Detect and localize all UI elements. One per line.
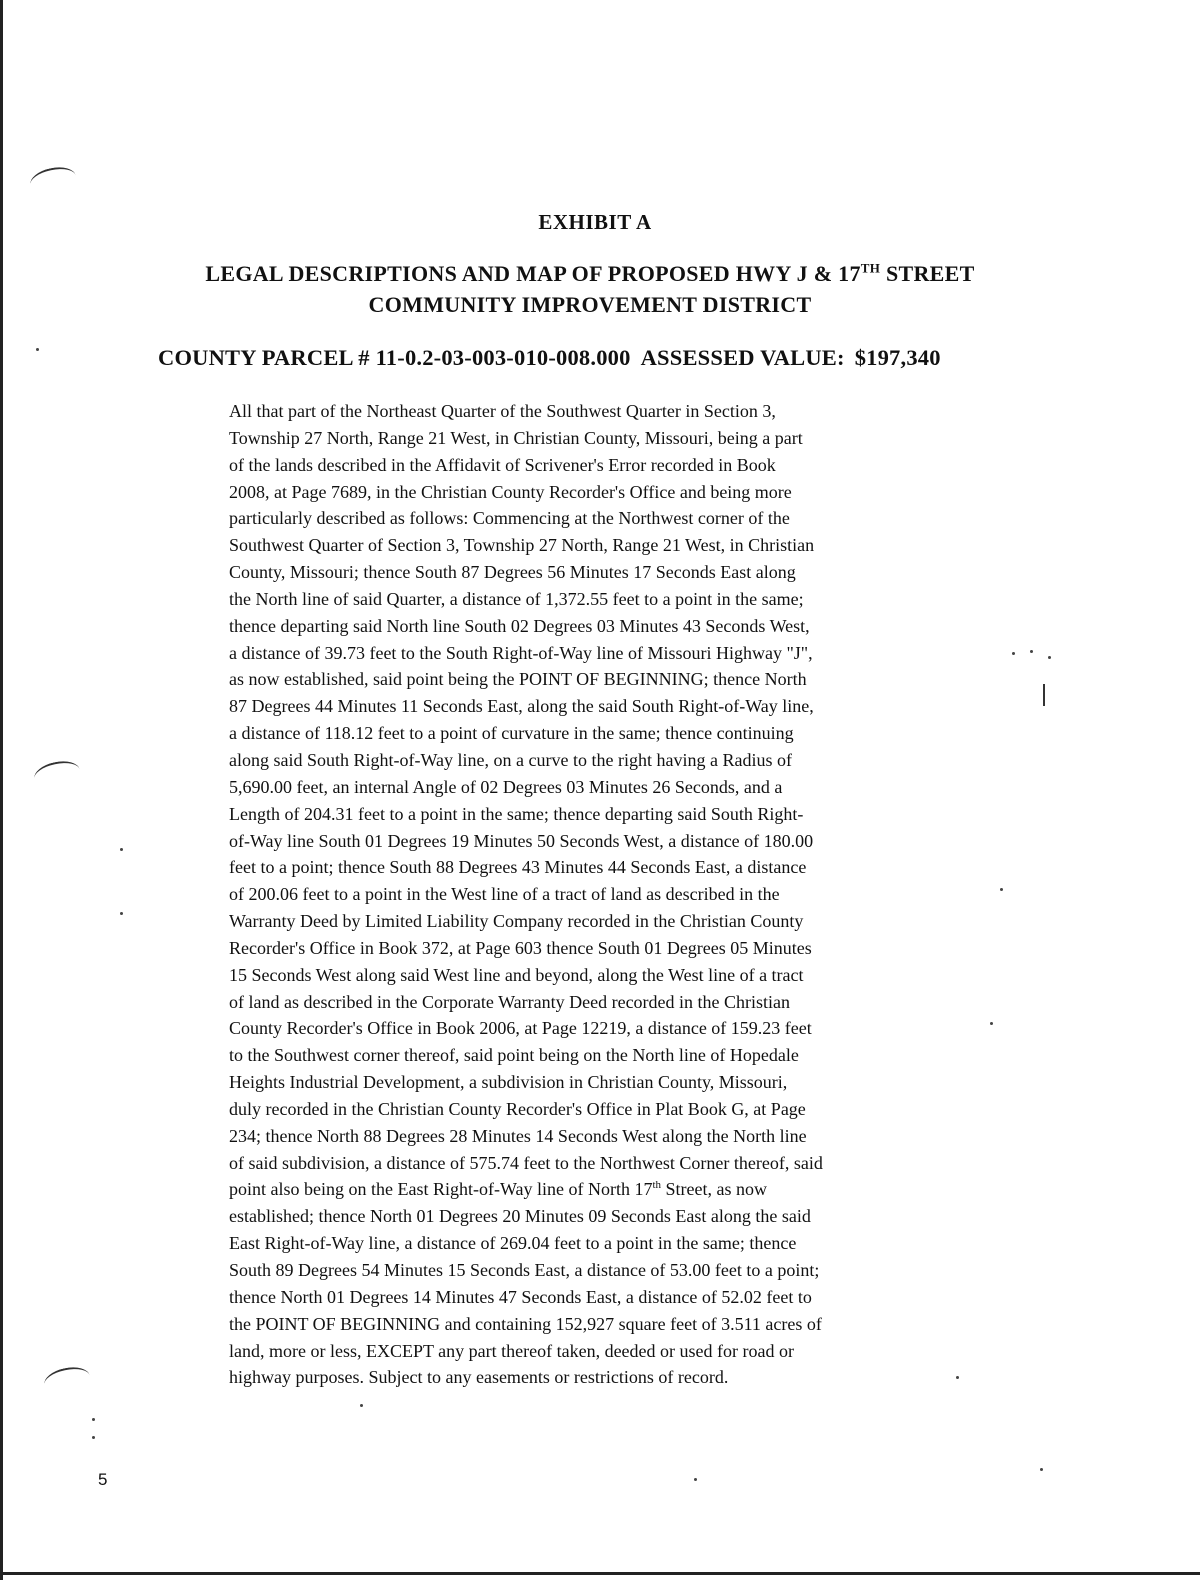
- description-line: All that part of the Northeast Quarter of the Southwest Quarter in Section 3,: [229, 401, 776, 421]
- scan-speck: [1000, 888, 1003, 891]
- punch-hole-mark: [32, 757, 82, 790]
- description-line: Southwest Quarter of Section 3, Township 27 North, Range 21 West, in Christian: [229, 535, 815, 556]
- description-line: thence North 01 Degrees 14 Minutes 47 Seconds East, a distance of 52.02 feet to: [229, 1286, 812, 1307]
- description-line: County Recorder's Office in Book 2006, at Page 12219, a distance of 159.23 feet: [229, 1018, 812, 1039]
- description-line: 5,690.00 feet, an internal Angle of 02 Degrees 03 Minutes 26 Seconds, and a: [229, 776, 783, 797]
- scan-speck: [92, 1436, 95, 1439]
- scan-bottom-edge: [0, 1572, 1200, 1575]
- description-line: of said subdivision, a distance of 575.74 feet to the Northwest Corner thereof, said: [229, 1152, 823, 1173]
- punch-hole-mark: [42, 1363, 92, 1396]
- description-line: County, Missouri; thence South 87 Degrees 56 Minutes 17 Seconds East along: [229, 562, 796, 583]
- scan-mark: [1043, 684, 1045, 706]
- description-line-street: point also being on the East Right-of-Way line of North 17th Street, as now: [229, 1179, 768, 1200]
- scan-speck: [360, 1404, 363, 1407]
- punch-hole-mark: [28, 163, 78, 196]
- description-line: of-Way line South 01 Degrees 19 Minutes 50 Seconds West, a distance of 180.00: [229, 830, 814, 851]
- description-line: land, more or less, EXCEPT any part thereof taken, deeded or used for road or: [229, 1340, 794, 1361]
- description-line: 15 Seconds West along said West line and beyond, along the West line of a tract: [229, 964, 804, 985]
- description-line: to the Southwest corner thereof, said point being on the North line of Hopedale: [229, 1045, 799, 1066]
- description-line: particularly described as follows: Commencing at the Northwest corner of the: [229, 508, 790, 529]
- description-line: Township 27 North, Range 21 West, in Christian County, Missouri, being a part: [229, 427, 803, 448]
- description-line: East Right-of-Way line, a distance of 269.04 feet to a point in the same; thence: [229, 1233, 797, 1254]
- description-line: along said South Right-of-Way line, on a curve to the right having a Radius of: [229, 749, 792, 770]
- description-line: duly recorded in the Christian County Recorder's Office in Plat Book G, at Page: [229, 1098, 806, 1119]
- description-line: established; thence North 01 Degrees 20 Minutes 09 Seconds East along the said: [229, 1206, 811, 1227]
- description-line: a distance of 118.12 feet to a point of curvature in the same; thence continuing: [229, 723, 794, 744]
- scan-speck: [36, 348, 39, 351]
- scan-speck: [694, 1478, 697, 1481]
- description-line: thence departing said North line South 02 Degrees 03 Minutes 43 Seconds West,: [229, 615, 810, 636]
- description-line: the North line of said Quarter, a distance of 1,372.55 feet to a point in the same;: [229, 588, 804, 609]
- description-line: Recorder's Office in Book 372, at Page 603 thence South 01 Degrees 05 Minutes: [229, 937, 812, 958]
- street-superscript: th: [652, 1179, 662, 1192]
- scan-speck: [92, 1418, 95, 1421]
- title-superscript: TH: [860, 260, 881, 276]
- legal-description: [229, 398, 969, 1391]
- page-number: 5: [98, 1470, 108, 1489]
- parcel-number: COUNTY PARCEL # 11-0.2-03-003-010-008.000: [158, 345, 631, 370]
- scan-speck: [120, 848, 123, 851]
- description-line: the POINT OF BEGINNING and containing 152,927 square feet of 3.511 acres of: [229, 1313, 822, 1334]
- assessed-value: $197,340: [854, 345, 941, 370]
- scan-left-edge: [0, 0, 3, 1580]
- title-line-1: LEGAL DESCRIPTIONS AND MAP OF PROPOSED HWY J & 17TH STREET: [205, 260, 975, 286]
- description-line: of the lands described in the Affidavit of Scrivener's Error recorded in Book: [229, 454, 776, 475]
- description-line: South 89 Degrees 54 Minutes 15 Seconds East, a distance of 53.00 feet to a point;: [229, 1260, 820, 1280]
- document-title: [150, 258, 1030, 320]
- description-line: highway purposes. Subject to any easements or restrictions of record.: [229, 1367, 729, 1388]
- scan-speck: [1030, 650, 1033, 653]
- description-line: 87 Degrees 44 Minutes 11 Seconds East, along the said South Right-of-Way line,: [229, 696, 814, 717]
- exhibit-label: EXHIBIT A: [538, 210, 652, 234]
- scan-speck: [120, 912, 123, 915]
- description-line: of 200.06 feet to a point in the West line of a tract of land as described in the: [229, 884, 780, 905]
- description-line: 2008, at Page 7689, in the Christian County Recorder's Office and being more: [229, 481, 792, 502]
- description-line: as now established, said point being the POINT OF BEGINNING; thence North: [229, 669, 807, 690]
- description-line: a distance of 39.73 feet to the South Right-of-Way line of Missouri Highway "J",: [229, 642, 813, 663]
- description-line: Length of 204.31 feet to a point in the same; thence departing said South Right-: [229, 803, 804, 824]
- description-line: Heights Industrial Development, a subdivision in Christian County, Missouri,: [229, 1072, 788, 1093]
- description-line: of land as described in the Corporate Warranty Deed recorded in the Christian: [229, 991, 791, 1012]
- scan-speck: [990, 1022, 993, 1025]
- description-line: feet to a point; thence South 88 Degrees 43 Minutes 44 Seconds East, a distance: [229, 857, 807, 878]
- description-line: 234; thence North 88 Degrees 28 Minutes 14 Seconds West along the North line: [229, 1125, 807, 1146]
- scan-speck: [1040, 1468, 1043, 1471]
- parcel-heading: [158, 345, 1038, 371]
- description-line: Warranty Deed by Limited Liability Company recorded in the Christian County: [229, 911, 804, 932]
- scan-speck: [1012, 652, 1015, 655]
- assessed-value-label: ASSESSED VALUE:: [640, 345, 845, 370]
- scan-speck: [1048, 656, 1051, 659]
- title-line-2: COMMUNITY IMPROVEMENT DISTRICT: [368, 292, 812, 317]
